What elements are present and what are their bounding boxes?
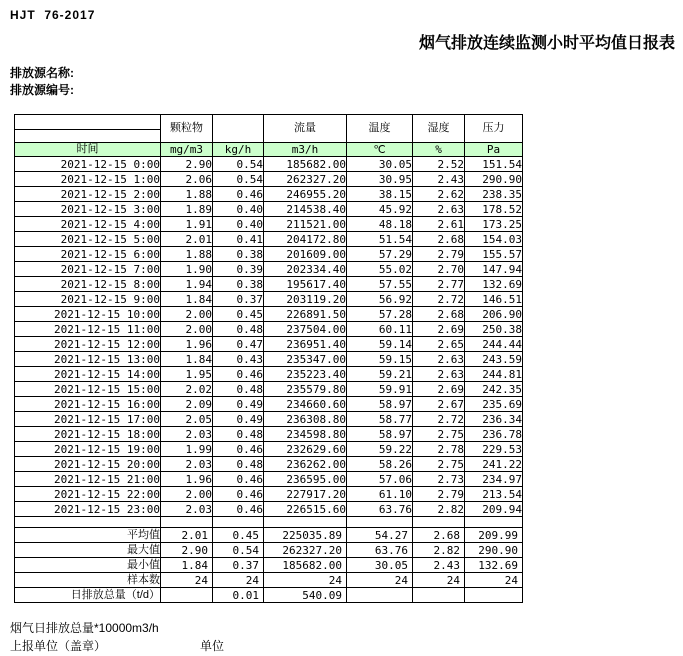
value-cell: 58.26 — [347, 457, 413, 472]
value-cell: 54.27 — [347, 528, 413, 543]
value-cell: 0.49 — [213, 412, 264, 427]
value-cell: 1.89 — [161, 202, 213, 217]
value-cell: 2.79 — [413, 247, 465, 262]
value-cell: 235579.80 — [264, 382, 347, 397]
value-cell: 0.37 — [213, 292, 264, 307]
table-row — [15, 217, 523, 232]
value-cell: 209.94 — [465, 502, 523, 517]
value-cell: 51.54 — [347, 232, 413, 247]
value-cell: 154.03 — [465, 232, 523, 247]
value-cell: 2.61 — [413, 217, 465, 232]
value-cell: 540.09 — [264, 588, 347, 603]
value-cell: 0.48 — [213, 382, 264, 397]
table-row — [15, 397, 523, 412]
value-cell: 226891.50 — [264, 307, 347, 322]
value-cell: 195617.40 — [264, 277, 347, 292]
value-cell: 234.97 — [465, 472, 523, 487]
value-cell: 234598.80 — [264, 427, 347, 442]
value-cell: 2.03 — [161, 457, 213, 472]
value-cell: 173.25 — [465, 217, 523, 232]
table-row — [15, 322, 523, 337]
value-cell: 185682.00 — [264, 157, 347, 172]
value-cell: 2.00 — [161, 307, 213, 322]
value-cell: 2.62 — [413, 187, 465, 202]
value-cell: 209.99 — [465, 528, 523, 543]
value-cell: 262327.20 — [264, 172, 347, 187]
table-row — [15, 367, 523, 382]
value-cell: 2.79 — [413, 487, 465, 502]
value-cell: 59.22 — [347, 442, 413, 457]
pressure-group-header: 压力 — [465, 115, 523, 143]
value-cell: 2.75 — [413, 427, 465, 442]
page-title: 烟气排放连续监测小时平均值日报表 — [418, 35, 675, 52]
flow-unit: m3/h — [264, 143, 347, 157]
value-cell: 244.81 — [465, 367, 523, 382]
flow-group-header: 流量 — [264, 115, 347, 143]
value-cell — [465, 588, 523, 603]
value-cell: 2.67 — [413, 397, 465, 412]
table-row — [15, 277, 523, 292]
table-row — [15, 187, 523, 202]
table-row — [15, 427, 523, 442]
value-cell: 1.84 — [161, 352, 213, 367]
time-cell: 2021-12-15 14:00 — [15, 367, 161, 382]
value-cell: 236951.40 — [264, 337, 347, 352]
value-cell: 155.57 — [465, 247, 523, 262]
value-cell: 0.48 — [213, 427, 264, 442]
standard-code: HJT 76-2017 — [10, 8, 96, 22]
time-cell: 2021-12-15 6:00 — [15, 247, 161, 262]
value-cell: 1.94 — [161, 277, 213, 292]
value-cell: 0.37 — [213, 558, 264, 573]
value-cell: 235.69 — [465, 397, 523, 412]
time-cell: 2021-12-15 17:00 — [15, 412, 161, 427]
value-cell: 2.68 — [413, 307, 465, 322]
value-cell: 0.48 — [213, 457, 264, 472]
value-cell: 236262.00 — [264, 457, 347, 472]
value-cell: 227917.20 — [264, 487, 347, 502]
value-cell: 244.44 — [465, 337, 523, 352]
table-row — [15, 337, 523, 352]
table-row — [15, 232, 523, 247]
value-cell: 246955.20 — [264, 187, 347, 202]
value-cell: 2.90 — [161, 543, 213, 558]
value-cell: 0.38 — [213, 277, 264, 292]
source-name-label: 排放源名称: — [10, 66, 74, 80]
table-row — [15, 472, 523, 487]
value-cell: 63.76 — [347, 543, 413, 558]
table-row — [15, 307, 523, 322]
value-cell: 2.68 — [413, 232, 465, 247]
value-cell: 1.88 — [161, 187, 213, 202]
value-cell: 237504.00 — [264, 322, 347, 337]
value-cell: 0.46 — [213, 502, 264, 517]
value-cell: 202334.40 — [264, 262, 347, 277]
time-cell: 2021-12-15 10:00 — [15, 307, 161, 322]
time-cell: 2021-12-15 5:00 — [15, 232, 161, 247]
value-cell: 60.11 — [347, 322, 413, 337]
value-cell: 204172.80 — [264, 232, 347, 247]
value-cell: 58.77 — [347, 412, 413, 427]
value-cell: 2.82 — [413, 543, 465, 558]
value-cell: 2.77 — [413, 277, 465, 292]
value-cell: 0.48 — [213, 322, 264, 337]
value-cell: 2.01 — [161, 232, 213, 247]
time-header: 时间 — [15, 143, 161, 157]
time-cell: 2021-12-15 8:00 — [15, 277, 161, 292]
table-row — [15, 292, 523, 307]
value-cell: 57.29 — [347, 247, 413, 262]
summary-label-cell: 样本数 — [15, 573, 161, 588]
table-row — [15, 487, 523, 502]
spacer-body — [15, 517, 523, 528]
value-cell: 59.15 — [347, 352, 413, 367]
value-cell: 236595.00 — [264, 472, 347, 487]
source-code-label: 排放源编号: — [10, 83, 74, 97]
pm-group-header: 颗粒物 — [161, 115, 213, 143]
value-cell: 30.05 — [347, 558, 413, 573]
value-cell: 225035.89 — [264, 528, 347, 543]
unit-label: 单位 — [200, 639, 225, 653]
value-cell: 24 — [161, 573, 213, 588]
value-cell: 2.03 — [161, 427, 213, 442]
value-cell: 24 — [465, 573, 523, 588]
value-cell: 226515.60 — [264, 502, 347, 517]
value-cell: 2.02 — [161, 382, 213, 397]
value-cell: 235223.40 — [264, 367, 347, 382]
value-cell: 2.68 — [413, 528, 465, 543]
pressure-unit: Pa — [465, 143, 523, 157]
time-cell: 2021-12-15 12:00 — [15, 337, 161, 352]
value-cell: 56.92 — [347, 292, 413, 307]
value-cell: 38.15 — [347, 187, 413, 202]
value-cell: 236308.80 — [264, 412, 347, 427]
value-cell: 0.54 — [213, 157, 264, 172]
value-cell: 30.05 — [347, 157, 413, 172]
value-cell: 234660.60 — [264, 397, 347, 412]
value-cell: 2.09 — [161, 397, 213, 412]
value-cell: 59.21 — [347, 367, 413, 382]
table-row — [15, 352, 523, 367]
value-cell: 2.65 — [413, 337, 465, 352]
summary-label-cell: 最大值 — [15, 543, 161, 558]
summary-row — [15, 573, 523, 588]
value-cell: 2.43 — [413, 172, 465, 187]
time-cell: 2021-12-15 21:00 — [15, 472, 161, 487]
value-cell: 2.00 — [161, 487, 213, 502]
time-header-top-cell — [15, 115, 161, 130]
value-cell: 0.01 — [213, 588, 264, 603]
value-cell: 1.88 — [161, 247, 213, 262]
value-cell: 243.59 — [465, 352, 523, 367]
time-cell: 2021-12-15 2:00 — [15, 187, 161, 202]
value-cell: 24 — [264, 573, 347, 588]
temperature-group-header: 温度 — [347, 115, 413, 143]
report-unit-label: 上报单位（盖章） — [10, 639, 107, 653]
value-cell: 57.28 — [347, 307, 413, 322]
value-cell — [413, 588, 465, 603]
summary-row — [15, 588, 523, 603]
time-cell: 2021-12-15 7:00 — [15, 262, 161, 277]
spacer-row — [15, 517, 523, 528]
value-cell: 58.97 — [347, 397, 413, 412]
humidity-group-header: 湿度 — [413, 115, 465, 143]
value-cell: 2.75 — [413, 457, 465, 472]
value-cell: 229.53 — [465, 442, 523, 457]
value-cell: 1.96 — [161, 472, 213, 487]
value-cell: 45.92 — [347, 202, 413, 217]
value-cell: 203119.20 — [264, 292, 347, 307]
value-cell: 0.46 — [213, 187, 264, 202]
value-cell: 178.52 — [465, 202, 523, 217]
value-cell: 1.95 — [161, 367, 213, 382]
value-cell: 0.41 — [213, 232, 264, 247]
value-cell — [347, 588, 413, 603]
report-table — [14, 114, 523, 603]
value-cell: 206.90 — [465, 307, 523, 322]
temperature-unit: ℃ — [347, 143, 413, 157]
value-cell: 0.40 — [213, 217, 264, 232]
value-cell: 0.45 — [213, 307, 264, 322]
value-cell: 2.78 — [413, 442, 465, 457]
value-cell: 61.10 — [347, 487, 413, 502]
table-row — [15, 457, 523, 472]
table-row — [15, 262, 523, 277]
value-cell: 2.69 — [413, 382, 465, 397]
value-cell: 48.18 — [347, 217, 413, 232]
summary-rows — [15, 528, 523, 603]
value-cell: 58.97 — [347, 427, 413, 442]
summary-label-cell: 最小值 — [15, 558, 161, 573]
value-cell: 0.46 — [213, 487, 264, 502]
value-cell: 2.01 — [161, 528, 213, 543]
value-cell: 2.63 — [413, 202, 465, 217]
unit-header-row — [15, 143, 523, 157]
value-cell: 24 — [213, 573, 264, 588]
value-cell: 2.63 — [413, 367, 465, 382]
value-cell: 2.52 — [413, 157, 465, 172]
value-cell: 201609.00 — [264, 247, 347, 262]
value-cell: 2.63 — [413, 352, 465, 367]
value-cell: 24 — [347, 573, 413, 588]
value-cell: 146.51 — [465, 292, 523, 307]
summary-row — [15, 528, 523, 543]
value-cell: 290.90 — [465, 543, 523, 558]
table-row — [15, 382, 523, 397]
value-cell: 2.72 — [413, 412, 465, 427]
time-cell: 2021-12-15 20:00 — [15, 457, 161, 472]
humidity-unit: % — [413, 143, 465, 157]
value-cell: 151.54 — [465, 157, 523, 172]
value-cell: 2.69 — [413, 322, 465, 337]
time-cell: 2021-12-15 11:00 — [15, 322, 161, 337]
value-cell: 24 — [413, 573, 465, 588]
time-cell: 2021-12-15 0:00 — [15, 157, 161, 172]
value-cell: 2.06 — [161, 172, 213, 187]
value-cell: 232629.60 — [264, 442, 347, 457]
value-cell: 250.38 — [465, 322, 523, 337]
value-cell: 2.90 — [161, 157, 213, 172]
table-row — [15, 202, 523, 217]
value-cell: 0.46 — [213, 442, 264, 457]
value-cell: 30.95 — [347, 172, 413, 187]
value-cell: 214538.40 — [264, 202, 347, 217]
value-cell: 55.02 — [347, 262, 413, 277]
table-row — [15, 442, 523, 457]
value-cell: 2.00 — [161, 322, 213, 337]
value-cell: 2.43 — [413, 558, 465, 573]
value-cell: 0.46 — [213, 472, 264, 487]
group-header-row — [15, 115, 523, 130]
value-cell: 63.76 — [347, 502, 413, 517]
value-cell: 213.54 — [465, 487, 523, 502]
value-cell: 235347.00 — [264, 352, 347, 367]
pm-rate-unit: kg/h — [213, 143, 264, 157]
value-cell: 147.94 — [465, 262, 523, 277]
value-cell: 242.35 — [465, 382, 523, 397]
value-cell: 290.90 — [465, 172, 523, 187]
value-cell: 0.46 — [213, 367, 264, 382]
time-cell: 2021-12-15 13:00 — [15, 352, 161, 367]
table-row — [15, 157, 523, 172]
time-cell: 2021-12-15 16:00 — [15, 397, 161, 412]
value-cell: 238.35 — [465, 187, 523, 202]
value-cell: 2.05 — [161, 412, 213, 427]
value-cell: 2.70 — [413, 262, 465, 277]
summary-label-cell: 日排放总量（t/d） — [15, 588, 161, 603]
footer-note: 烟气日排放总量*10000m3/h — [10, 621, 159, 635]
time-cell: 2021-12-15 1:00 — [15, 172, 161, 187]
value-cell: 262327.20 — [264, 543, 347, 558]
time-cell: 2021-12-15 19:00 — [15, 442, 161, 457]
table-row — [15, 412, 523, 427]
table-row — [15, 247, 523, 262]
value-cell: 0.38 — [213, 247, 264, 262]
time-cell: 2021-12-15 15:00 — [15, 382, 161, 397]
value-cell: 0.54 — [213, 172, 264, 187]
time-cell: 2021-12-15 4:00 — [15, 217, 161, 232]
summary-row — [15, 558, 523, 573]
value-cell: 1.96 — [161, 337, 213, 352]
value-cell: 0.49 — [213, 397, 264, 412]
value-cell: 236.78 — [465, 427, 523, 442]
time-cell: 2021-12-15 18:00 — [15, 427, 161, 442]
time-cell: 2021-12-15 23:00 — [15, 502, 161, 517]
value-cell: 1.91 — [161, 217, 213, 232]
value-cell: 0.40 — [213, 202, 264, 217]
value-cell: 2.03 — [161, 502, 213, 517]
value-cell: 1.99 — [161, 442, 213, 457]
pm-conc-unit: mg/m3 — [161, 143, 213, 157]
table-row — [15, 172, 523, 187]
value-cell: 59.91 — [347, 382, 413, 397]
value-cell: 132.69 — [465, 558, 523, 573]
value-cell: 1.84 — [161, 292, 213, 307]
data-rows — [15, 157, 523, 517]
value-cell: 57.06 — [347, 472, 413, 487]
pm-rate-group-header — [213, 115, 264, 143]
value-cell: 1.90 — [161, 262, 213, 277]
time-cell: 2021-12-15 22:00 — [15, 487, 161, 502]
value-cell: 0.54 — [213, 543, 264, 558]
value-cell: 2.82 — [413, 502, 465, 517]
time-cell: 2021-12-15 3:00 — [15, 202, 161, 217]
value-cell: 1.84 — [161, 558, 213, 573]
summary-label-cell: 平均值 — [15, 528, 161, 543]
value-cell: 185682.00 — [264, 558, 347, 573]
value-cell: 236.34 — [465, 412, 523, 427]
value-cell: 0.39 — [213, 262, 264, 277]
value-cell: 59.14 — [347, 337, 413, 352]
time-header-bottom-cell — [15, 130, 161, 143]
summary-row — [15, 543, 523, 558]
value-cell: 57.55 — [347, 277, 413, 292]
header-body — [15, 115, 523, 157]
value-cell: 2.73 — [413, 472, 465, 487]
value-cell: 132.69 — [465, 277, 523, 292]
value-cell: 2.72 — [413, 292, 465, 307]
time-cell: 2021-12-15 9:00 — [15, 292, 161, 307]
value-cell: 0.45 — [213, 528, 264, 543]
value-cell — [161, 588, 213, 603]
table-row — [15, 502, 523, 517]
value-cell: 211521.00 — [264, 217, 347, 232]
value-cell: 0.43 — [213, 352, 264, 367]
value-cell: 241.22 — [465, 457, 523, 472]
value-cell: 0.47 — [213, 337, 264, 352]
